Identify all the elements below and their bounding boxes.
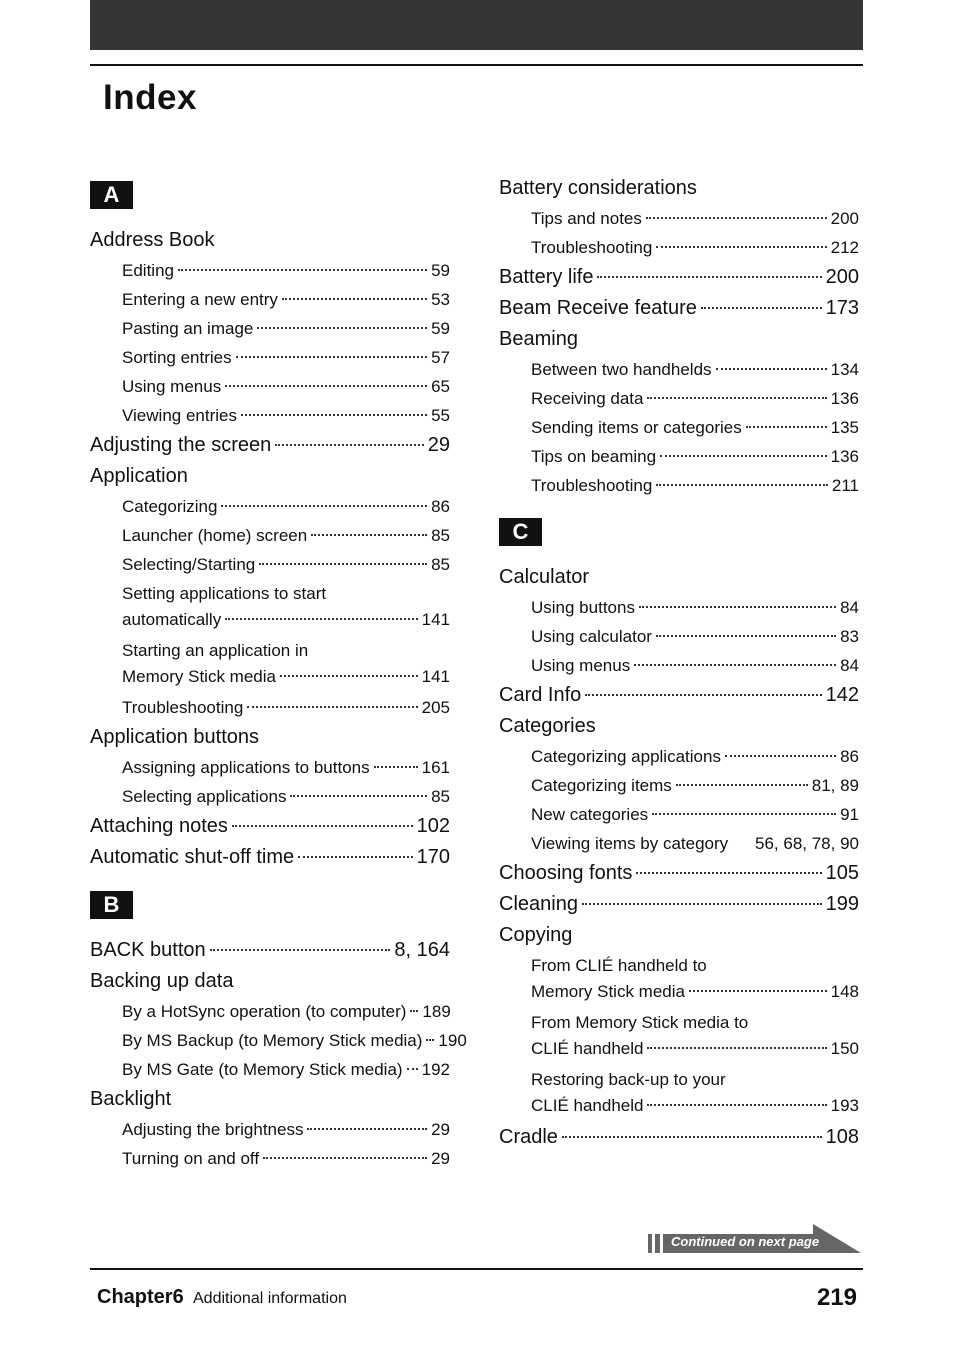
page-ref: 56, 68, 78, 90 (755, 834, 859, 853)
page-ref: 148 (830, 982, 859, 1001)
subentry-first-line: Setting applications to start (122, 584, 327, 603)
page-ref: 8, 164 (394, 939, 450, 961)
subentry-label: Troubleshooting (531, 238, 653, 257)
leader-dots (585, 694, 821, 696)
index-heading: Application buttons (90, 726, 260, 748)
index-entry (499, 262, 859, 293)
leader-dots (636, 872, 821, 874)
index-subentry (90, 1144, 450, 1173)
index-entry (90, 811, 450, 842)
index-subentry (90, 314, 450, 343)
page-ref: 173 (825, 297, 859, 319)
leader-dots (259, 563, 427, 565)
leader-dots (263, 1157, 427, 1159)
entry-label: Card Info (499, 684, 582, 706)
subentry-label: Sorting entries (122, 348, 232, 367)
leader-dots (656, 635, 836, 637)
index-subentry (499, 442, 859, 471)
continued-banner (648, 1224, 861, 1254)
page-ref: 29 (431, 1120, 450, 1139)
entry-label: BACK button (90, 939, 206, 961)
subentry-label: CLIÉ handheld (531, 1096, 644, 1115)
index-entry (499, 293, 859, 324)
page-ref: 102 (416, 815, 450, 837)
subentry-label: Troubleshooting (122, 698, 244, 717)
leader-dots (311, 534, 427, 536)
subentry-label: Memory Stick media (531, 982, 685, 1001)
index-entry (90, 430, 450, 461)
index-subentry (90, 1026, 467, 1055)
index-subentry (90, 372, 450, 401)
subentry-label: Viewing entries (122, 406, 237, 425)
subentry-first-line: Starting an application in (122, 641, 309, 660)
subentry-label: CLIÉ handheld (531, 1039, 644, 1058)
page-title: Index (103, 78, 197, 117)
subentry-label: Using calculator (531, 627, 652, 646)
page-ref: 55 (431, 406, 450, 425)
subentry-label: Categorizing items (531, 776, 672, 795)
entry-label: Cleaning (499, 893, 578, 915)
index-subentry (90, 521, 450, 550)
page-ref: 135 (830, 418, 859, 437)
subentry-row (122, 664, 450, 690)
subentry-label: Troubleshooting (531, 476, 653, 495)
leader-dots (639, 606, 836, 608)
leader-dots (178, 269, 427, 271)
page-number: 219 (816, 1284, 857, 1311)
footer-description: Additional information (193, 1290, 347, 1307)
leader-dots (652, 813, 836, 815)
index-column-left (90, 181, 467, 1173)
subentry-label: Categorizing applications (531, 747, 721, 766)
page-ref: 190 (438, 1031, 467, 1050)
page-ref: 57 (431, 348, 450, 367)
index-section (499, 518, 859, 1153)
leader-dots (676, 784, 808, 786)
leader-dots (257, 327, 427, 329)
index-heading: Copying (499, 924, 573, 946)
index-entry (499, 889, 859, 920)
subentry-label: Tips and notes (531, 209, 642, 228)
index-heading: Application (90, 465, 188, 487)
leader-dots (716, 368, 827, 370)
page-ref: 91 (840, 805, 859, 824)
subentry-label: Adjusting the brightness (122, 1120, 304, 1139)
subentry-label: Pasting an image (122, 319, 254, 338)
subentry-row (122, 607, 450, 633)
index-entry (90, 935, 450, 966)
subentry-label: By a HotSync operation (to computer) (122, 1002, 407, 1021)
leader-dots (221, 505, 427, 507)
leader-dots (689, 990, 827, 992)
page-ref: 108 (825, 1126, 859, 1148)
subentry-first-line: Restoring back-up to your (531, 1070, 726, 1089)
leader-dots (298, 856, 412, 858)
index-subentry (90, 492, 450, 521)
subentry-label: Assigning applications to buttons (122, 758, 370, 777)
page-ref: 212 (830, 238, 859, 257)
subentry-label: Sending items or categories (531, 418, 742, 437)
index-subentry (499, 471, 859, 500)
page-ref: 136 (830, 389, 859, 408)
page-ref: 84 (840, 656, 859, 675)
index-subentry (499, 1065, 859, 1122)
page-ref: 141 (421, 610, 450, 629)
page-ref: 134 (830, 360, 859, 379)
subentry-label: Memory Stick media (122, 667, 276, 686)
index-subentry (90, 1115, 450, 1144)
leader-dots (410, 1010, 418, 1012)
subentry-label: Launcher (home) screen (122, 526, 308, 545)
index-subentry (90, 997, 450, 1026)
page-ref: 193 (830, 1096, 859, 1115)
subentry-row (531, 979, 859, 1005)
page-ref: 83 (840, 627, 859, 646)
subentry-label: Viewing items by category (531, 834, 729, 853)
index-subentry (90, 636, 450, 693)
index-subentry (90, 256, 450, 285)
subentry-label: Receiving data (531, 389, 644, 408)
subentry-label: Editing (122, 261, 174, 280)
subentry-label: Selecting/Starting (122, 555, 256, 574)
header-rule (90, 64, 863, 66)
entry-label: Attaching notes (90, 815, 228, 837)
leader-dots (407, 1068, 418, 1070)
index-entry (499, 1122, 859, 1153)
subentry-label: Tips on beaming (531, 447, 657, 466)
index-subentry (499, 622, 859, 651)
leader-dots (746, 426, 827, 428)
leader-dots (225, 618, 417, 620)
page-ref: 189 (422, 1002, 451, 1021)
index-section (90, 181, 450, 873)
page-ref: 170 (416, 846, 450, 868)
index-heading: Battery considerations (499, 177, 697, 199)
index-subentry (90, 1055, 450, 1084)
leader-dots (660, 455, 827, 457)
leader-dots (647, 397, 826, 399)
subentry-label: automatically (122, 610, 222, 629)
leader-dots (426, 1039, 434, 1041)
leader-dots (374, 766, 418, 768)
entry-label: Battery life (499, 266, 594, 288)
page-ref: 59 (431, 319, 450, 338)
page-ref: 200 (825, 266, 859, 288)
index-subentry (90, 753, 450, 782)
index-heading: Backing up data (90, 970, 234, 992)
index-subentry (90, 579, 450, 636)
page-ref: 150 (830, 1039, 859, 1058)
index-subentry (90, 550, 450, 579)
subentry-first-line: From CLIÉ handheld to (531, 956, 707, 975)
index-subentry (499, 204, 859, 233)
index-heading: Beaming (499, 328, 578, 350)
entry-label: Automatic shut-off time (90, 846, 295, 868)
index-heading: Address Book (90, 229, 215, 251)
subentry-label: New categories (531, 805, 649, 824)
index-subentry (499, 593, 859, 622)
index-heading: Categories (499, 715, 596, 737)
index-subentry (499, 355, 859, 384)
page-ref: 200 (830, 209, 859, 228)
leader-dots (232, 825, 413, 827)
index-subentry (499, 1008, 859, 1065)
page-ref: 86 (840, 747, 859, 766)
page-ref: 199 (825, 893, 859, 915)
index-subentry (499, 829, 859, 858)
leader-dots (656, 246, 826, 248)
entry-label: Beam Receive feature (499, 297, 697, 319)
index-subentry (499, 951, 859, 1008)
subentry-label: Selecting applications (122, 787, 287, 806)
page-ref: 142 (825, 684, 859, 706)
index-heading: Backlight (90, 1088, 172, 1110)
leader-dots (701, 307, 822, 309)
leader-dots (210, 949, 391, 951)
subentry-label: Turning on and off (122, 1149, 260, 1168)
page-ref: 192 (421, 1060, 450, 1079)
page-ref: 53 (431, 290, 450, 309)
leader-dots (247, 706, 417, 708)
page-ref: 85 (431, 555, 450, 574)
page-ref: 85 (431, 526, 450, 545)
subentry-label: Using menus (531, 656, 631, 675)
leader-dots (634, 664, 836, 666)
entry-label: Cradle (499, 1126, 558, 1148)
index-section (499, 173, 859, 500)
index-subentry (499, 384, 859, 413)
leader-dots (307, 1128, 427, 1130)
leader-dots (647, 1104, 826, 1106)
section-letter: A (90, 181, 133, 209)
leader-dots (241, 414, 427, 416)
leader-dots (725, 755, 836, 757)
footer-rule (90, 1268, 863, 1270)
page-ref: 85 (431, 787, 450, 806)
page-ref: 81, 89 (811, 776, 859, 795)
page-ref: 141 (421, 667, 450, 686)
index-entry (499, 858, 859, 889)
index-subentry (90, 343, 450, 372)
page-ref: 136 (830, 447, 859, 466)
page-ref: 86 (431, 497, 450, 516)
index-subentry (90, 285, 450, 314)
leader-dots (225, 385, 427, 387)
subentry-label: Categorizing (122, 497, 218, 516)
index-entry (90, 842, 450, 873)
subentry-label: Between two handhelds (531, 360, 712, 379)
index-subentry (499, 651, 859, 680)
leader-dots (290, 795, 427, 797)
page-ref: 29 (427, 434, 450, 456)
page-ref: 211 (831, 476, 859, 495)
index-column-right (499, 173, 859, 1153)
index-subentry (499, 771, 859, 800)
page-ref: 65 (431, 377, 450, 396)
page-ref: 59 (431, 261, 450, 280)
index-subentry (499, 413, 859, 442)
index-subentry (499, 800, 859, 829)
leader-dots (647, 1047, 826, 1049)
index-subentry (499, 233, 859, 262)
index-subentry (499, 742, 859, 771)
footer-chapter: Chapter6 (97, 1286, 184, 1308)
section-letter: C (499, 518, 542, 546)
index-heading: Calculator (499, 566, 590, 588)
leader-dots (280, 675, 418, 677)
leader-dots (646, 217, 827, 219)
subentry-label: By MS Gate (to Memory Stick media) (122, 1060, 403, 1079)
leader-dots (656, 484, 828, 486)
leader-dots (562, 1136, 822, 1138)
leader-dots (582, 903, 822, 905)
index-section (90, 891, 467, 1173)
leader-dots (597, 276, 821, 278)
page-ref: 105 (825, 862, 859, 884)
subentry-label: Entering a new entry (122, 290, 278, 309)
continued-label: Continued on next page (671, 1234, 820, 1249)
index-subentry (90, 782, 450, 811)
leader-dots (282, 298, 427, 300)
index-entry (499, 680, 859, 711)
section-letter: B (90, 891, 133, 919)
page-ref: 84 (840, 598, 859, 617)
index-subentry (90, 401, 450, 430)
leader-dots (236, 356, 427, 358)
subentry-first-line: From Memory Stick media to (531, 1013, 749, 1032)
subentry-row (531, 1036, 859, 1062)
page-ref: 205 (421, 698, 450, 717)
header-bar (90, 0, 863, 50)
entry-label: Adjusting the screen (90, 434, 272, 456)
subentry-label: Using buttons (531, 598, 635, 617)
page-ref: 29 (431, 1149, 450, 1168)
index-subentry (90, 693, 450, 722)
subentry-row (531, 1093, 859, 1119)
leader-dots (275, 444, 424, 446)
subentry-label: By MS Backup (to Memory Stick media) (122, 1031, 423, 1050)
entry-label: Choosing fonts (499, 862, 633, 884)
page-ref: 161 (421, 758, 450, 777)
subentry-label: Using menus (122, 377, 222, 396)
